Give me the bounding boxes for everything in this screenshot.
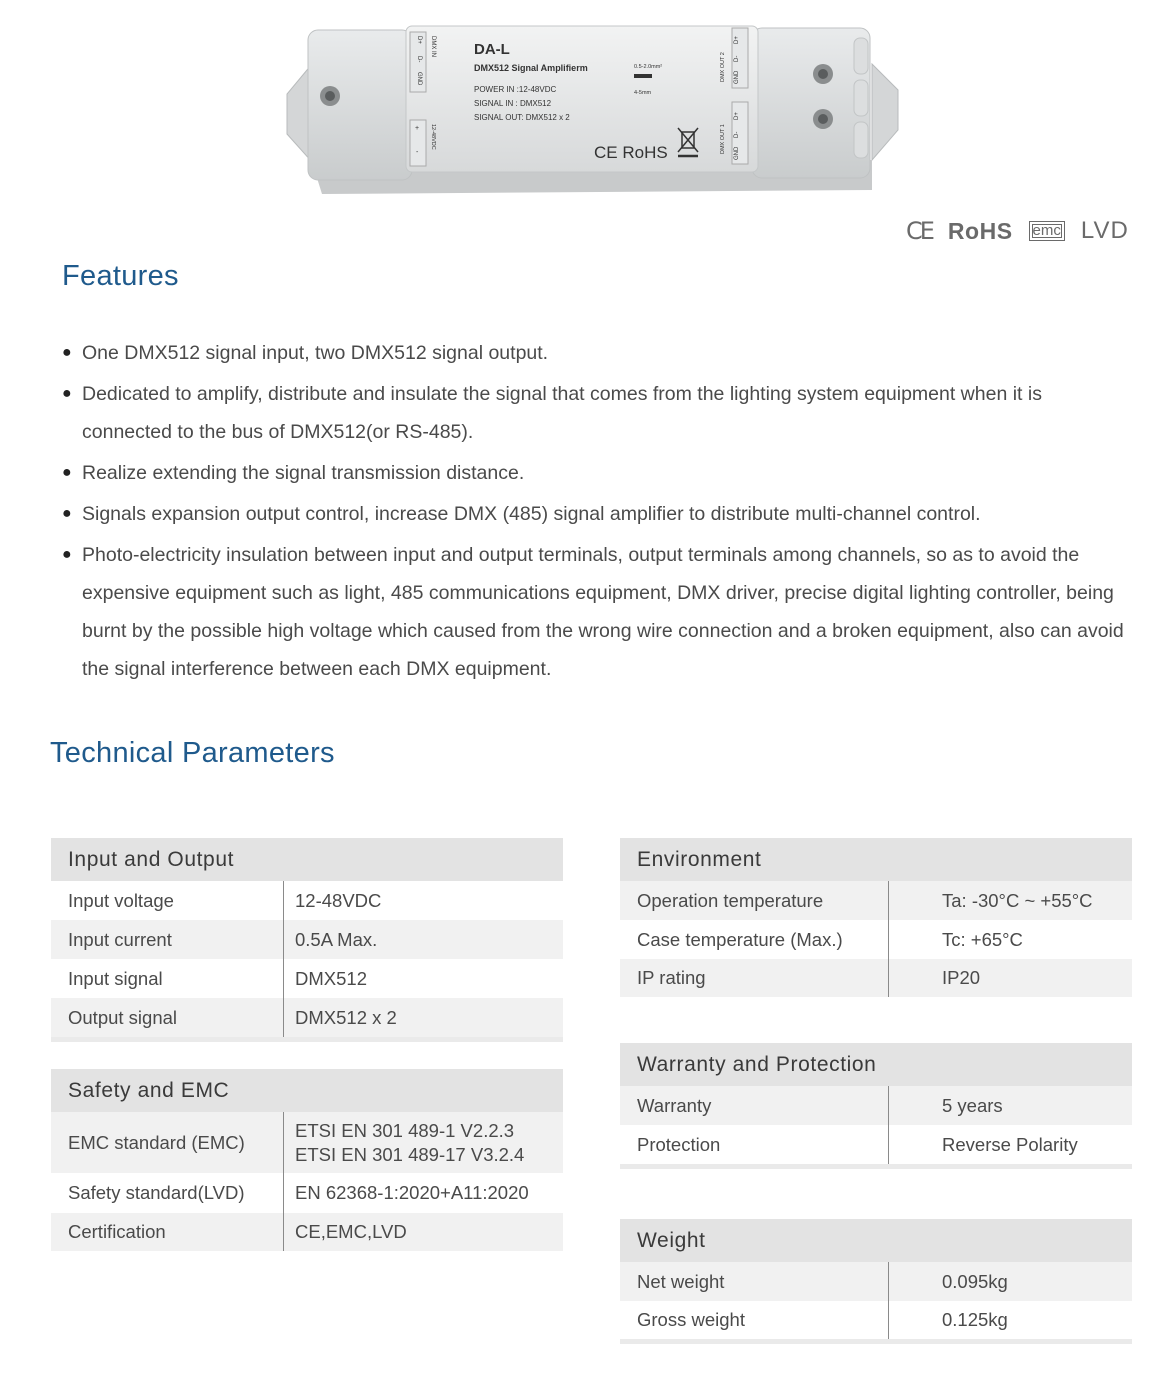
bullet-icon: ● (62, 546, 72, 563)
table-row (620, 1301, 1132, 1339)
table-header: Environment (620, 838, 1132, 881)
row-value: EN 62368-1:2020+A11:2020 (295, 1182, 529, 1203)
rohs-mark-icon: RoHS (947, 217, 1013, 244)
row-value: 0.5A Max. (295, 928, 378, 950)
feature-item (62, 454, 1132, 492)
svg-text:SIGNAL IN : DMX512: SIGNAL IN : DMX512 (474, 99, 552, 108)
feature-item (62, 334, 1132, 372)
amplifier-device-illustration (282, 22, 902, 202)
table-header: Input and Output (51, 838, 563, 881)
table-row (620, 1086, 1132, 1125)
certification-marks (906, 216, 1129, 246)
feature-text: One DMX512 signal input, two DMX512 signal output. (82, 342, 549, 364)
table-row (620, 959, 1132, 997)
feature-text: Dedicated to amplify, distribute and insulate the signal that comes from the lighting system equipment when it is connected to the bus of DMX512(or RS-485). (82, 383, 1042, 443)
row-label: Protection (637, 1133, 721, 1155)
svg-text:D+: D+ (734, 36, 740, 44)
row-value: Reverse Polarity (942, 1133, 1078, 1155)
row-label: Net weight (637, 1270, 725, 1292)
svg-text:12-48VDC: 12-48VDC (430, 124, 436, 150)
row-label: IP rating (637, 967, 706, 988)
svg-text:DMX512 Signal Amplifierm: DMX512 Signal Amplifierm (474, 63, 588, 73)
svg-text:+: + (415, 125, 420, 132)
row-value: 5 years (942, 1094, 1003, 1116)
table-row (51, 998, 563, 1037)
row-value-line: ETSI EN 301 489-17 V3.2.4 (295, 1143, 525, 1165)
table-row (51, 1213, 563, 1251)
row-label: Input current (68, 928, 172, 950)
safety-emc-table (51, 1069, 563, 1251)
weight-table (620, 1219, 1132, 1344)
row-label: Gross weight (637, 1309, 745, 1330)
screw-icon (813, 109, 833, 129)
svg-text:-: - (416, 149, 419, 156)
row-label: Operation temperature (637, 889, 824, 911)
row-label: Warranty (637, 1094, 712, 1116)
table-row (620, 1262, 1132, 1301)
table-row (620, 1125, 1132, 1164)
ce-mark-icon: CE (906, 217, 932, 245)
row-value (283, 1112, 524, 1173)
row-value: Tc: +65°C (942, 928, 1023, 950)
lvd-mark-icon: LVD (1080, 217, 1129, 244)
row-label: Safety standard(LVD) (68, 1182, 245, 1203)
row-value: DMX512 x 2 (295, 1006, 397, 1028)
product-image (282, 22, 902, 202)
bullet-icon: ● (62, 464, 72, 481)
row-value: 0.125kg (942, 1309, 1008, 1330)
svg-text:D+: D+ (734, 112, 740, 120)
bullet-icon: ● (62, 344, 72, 361)
technical-parameters-heading: Technical Parameters (50, 737, 335, 769)
row-value: CE,EMC,LVD (295, 1221, 407, 1242)
svg-text:4-5mm: 4-5mm (634, 90, 652, 96)
table-row (620, 881, 1132, 920)
svg-text:CE RoHS: CE RoHS (594, 143, 668, 162)
svg-text:DA-L: DA-L (474, 41, 510, 58)
feature-text: Photo-electricity insulation between input and output terminals, output terminals among channels, so as to avoid the expensive equipment such as light, 485 communications equipment, DMX driver, precise digital lighting controller, being burnt by the possible high voltage which caused from the wrong wire connection and a broken equipment, also can avoid the signal interference between each DMX equipment. (82, 544, 1124, 680)
row-value: 12-48VDC (295, 889, 382, 911)
svg-text:0.5-2.0mm²: 0.5-2.0mm² (634, 64, 663, 70)
environment-table (620, 838, 1132, 997)
feature-text: Signals expansion output control, increase DMX (485) signal amplifier to distribute multi-channel control. (82, 503, 981, 525)
svg-text:POWER IN :12-48VDC: POWER IN :12-48VDC (474, 85, 557, 94)
feature-item (62, 375, 1132, 451)
row-value-line: ETSI EN 301 489-1 V2.2.3 (295, 1119, 515, 1141)
row-label: Input voltage (68, 889, 174, 911)
screw-icon (813, 64, 833, 84)
table-row (620, 920, 1132, 959)
table-row (51, 1112, 563, 1173)
svg-text:D-: D- (734, 131, 740, 138)
row-label: Case temperature (Max.) (637, 928, 843, 950)
feature-item (62, 536, 1132, 688)
table-row (51, 1173, 563, 1213)
bullet-icon: ● (62, 385, 72, 402)
svg-text:GND: GND (734, 146, 740, 160)
row-value: DMX512 (295, 967, 367, 989)
input-output-table (51, 838, 563, 1042)
feature-item (62, 495, 1132, 533)
svg-text:GND: GND (416, 72, 422, 86)
row-label: Output signal (68, 1006, 178, 1028)
table-row (51, 959, 563, 998)
svg-text:D+: D+ (416, 36, 422, 44)
row-label: EMC standard (EMC) (68, 1131, 245, 1153)
row-value: 0.095kg (942, 1270, 1008, 1292)
row-label: Certification (68, 1221, 166, 1242)
table-header: Warranty and Protection (620, 1043, 1132, 1086)
svg-text:DMX OUT 1: DMX OUT 1 (720, 124, 726, 154)
svg-text:GND: GND (734, 70, 740, 84)
row-label: Input signal (68, 967, 163, 989)
emc-mark-icon: emc (1029, 221, 1065, 241)
table-header: Weight (620, 1219, 1132, 1262)
row-value: Ta: -30°C ~ +55°C (942, 889, 1093, 911)
bullet-icon: ● (62, 505, 72, 522)
table-row (51, 920, 563, 959)
svg-text:DMX OUT 2: DMX OUT 2 (720, 52, 726, 82)
table-row (51, 881, 563, 920)
svg-text:SIGNAL OUT: DMX512 x 2: SIGNAL OUT: DMX512 x 2 (474, 113, 570, 122)
svg-text:D-: D- (416, 56, 422, 63)
svg-text:D-: D- (734, 55, 740, 62)
features-heading: Features (62, 260, 179, 292)
features-list (62, 334, 1132, 691)
table-header: Safety and EMC (51, 1069, 563, 1112)
feature-text: Realize extending the signal transmission distance. (82, 462, 525, 484)
row-value: IP20 (942, 967, 981, 988)
warranty-protection-table (620, 1043, 1132, 1169)
svg-text:DMX IN: DMX IN (430, 36, 436, 57)
screw-icon (320, 86, 340, 106)
